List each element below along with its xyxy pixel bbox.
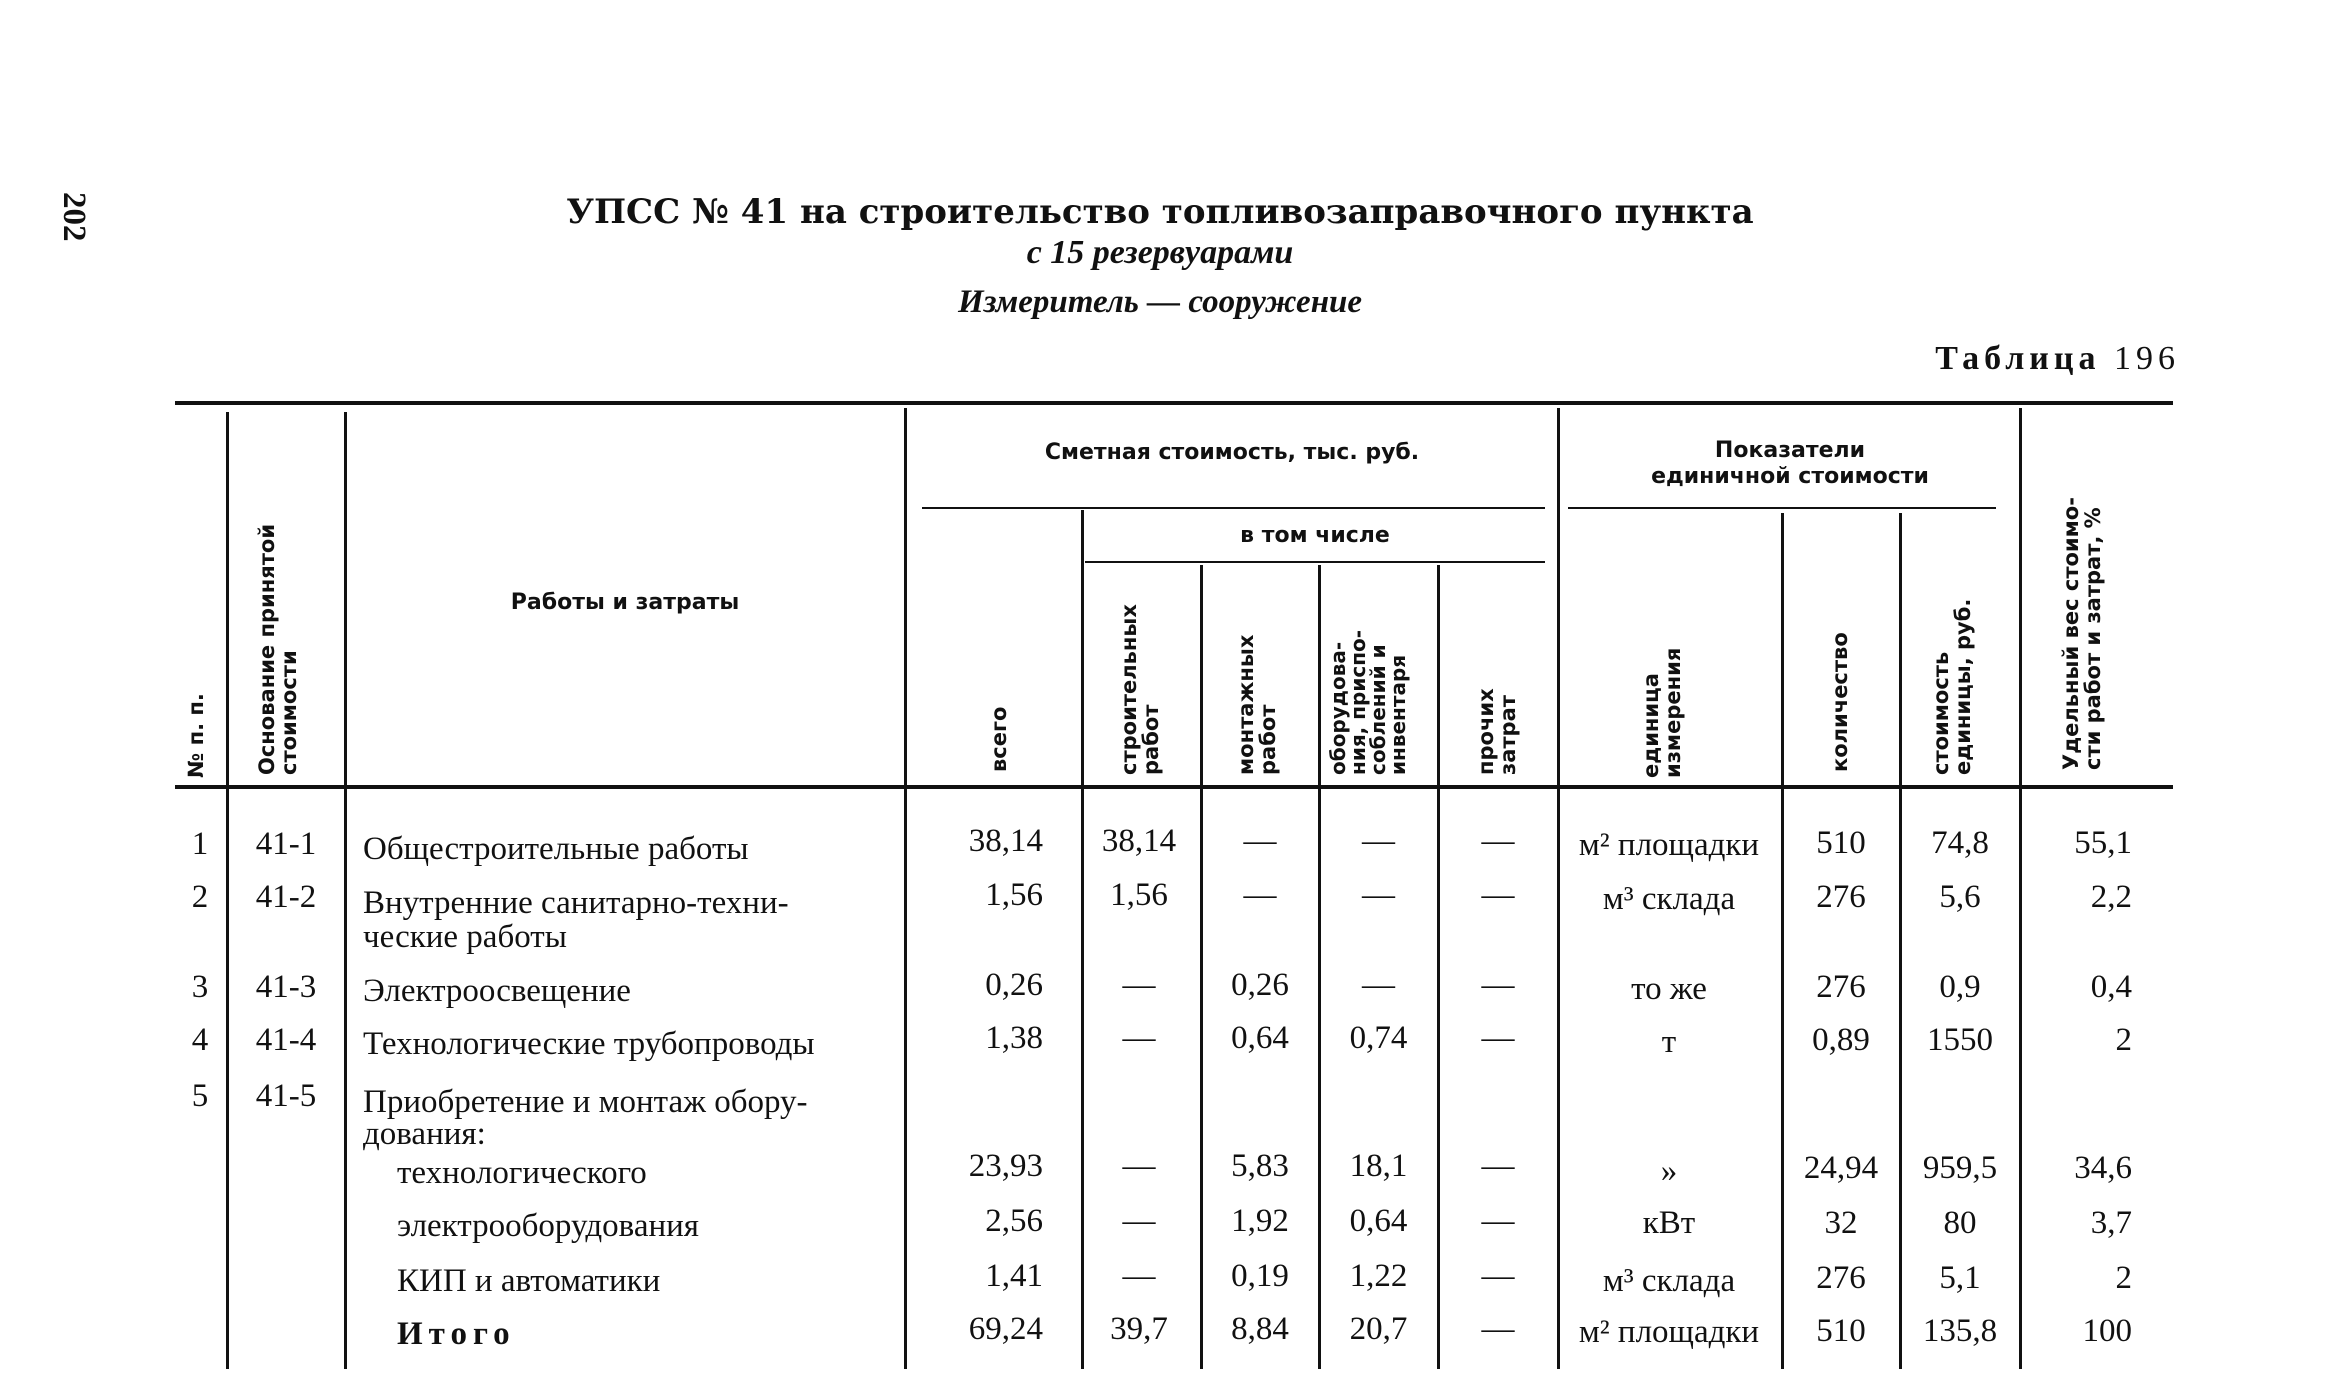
row-construction: — — [1122, 967, 1156, 1003]
row-mounting: 5,83 — [1231, 1148, 1289, 1184]
header-unit — [1640, 648, 1684, 778]
row-name-cont: ческие работы — [363, 919, 567, 955]
row-quantity: 0,89 — [1812, 1022, 1870, 1058]
incl-group-rule — [1085, 561, 1545, 563]
header-unit-cost-line1: стоимость — [1929, 651, 1953, 775]
header-equipment-line1: оборудова- — [1326, 641, 1350, 775]
row-mounting: 0,64 — [1231, 1020, 1289, 1056]
row-total: 2,56 — [985, 1203, 1043, 1239]
row-name: Общестроительные работы — [363, 831, 749, 867]
row-total: 0,26 — [985, 967, 1043, 1003]
col-divider — [344, 412, 347, 1369]
row-basis: 41-2 — [255, 879, 317, 915]
row-equipment: 1,22 — [1349, 1258, 1408, 1294]
col-divider — [226, 412, 229, 1369]
document-subtitle: с 15 резервуарами — [1026, 234, 1294, 271]
row-num: 5 — [191, 1078, 209, 1114]
header-share-line1: Удельный вес стоимо- — [2059, 497, 2083, 770]
header-unit-cost — [1930, 599, 1974, 775]
row-equipment: 20,7 — [1349, 1311, 1408, 1347]
row-num: 2 — [191, 879, 209, 915]
row-basis: 41-3 — [255, 969, 317, 1005]
header-share — [2060, 497, 2104, 770]
row-basis: 41-1 — [255, 826, 317, 862]
row-name: Технологические трубопроводы — [363, 1026, 815, 1062]
header-construction — [1118, 604, 1162, 775]
row-other: — — [1481, 1311, 1515, 1347]
row-mounting: 8,84 — [1231, 1311, 1289, 1347]
header-construction-line2: работ — [1139, 704, 1163, 775]
header-construction-line1: строительных — [1117, 604, 1141, 775]
row-construction: — — [1122, 1148, 1156, 1184]
row-other: — — [1481, 1148, 1515, 1184]
header-mounting-line2: работ — [1256, 704, 1280, 775]
header-unit-cost-line2: единицы, руб. — [1951, 598, 1975, 775]
row-mounting: 1,92 — [1231, 1203, 1289, 1239]
row-total: 38,14 — [968, 823, 1043, 859]
row-other: — — [1481, 877, 1515, 913]
row-unit-cost: 1550 — [1927, 1022, 1993, 1058]
row-unit-cost: 5,6 — [1939, 879, 1981, 915]
header-unit-indicators — [1565, 438, 2015, 490]
row-quantity: 276 — [1816, 1260, 1866, 1296]
row-share: 2 — [2115, 1260, 2132, 1296]
row-unit-cost: 959,5 — [1922, 1150, 1998, 1186]
header-total: всего — [987, 706, 1011, 772]
row-equipment: — — [1362, 823, 1395, 859]
row-share: 0,4 — [2090, 969, 2132, 1005]
header-incl: в том числе — [1240, 523, 1390, 548]
document-title: УПСС № 41 на строительство топливозаправочного пункта — [566, 192, 1754, 232]
row-quantity: 276 — [1816, 969, 1866, 1005]
indicators-group-rule — [1568, 507, 1996, 509]
row-share: 100 — [2082, 1313, 2132, 1349]
header-unit-line2: измерения — [1661, 647, 1685, 778]
row-unit: » — [1660, 1153, 1678, 1189]
row-unit: кВт — [1642, 1205, 1696, 1241]
header-equipment-line2: ния, приспо- — [1346, 629, 1370, 775]
row-quantity: 24,94 — [1803, 1150, 1879, 1186]
row-name: Внутренние санитарно-техни- — [363, 885, 789, 921]
row-equipment: — — [1362, 967, 1395, 1003]
header-unit-indicators-line2: единичной стоимости — [1651, 464, 1929, 489]
row-mounting: 0,19 — [1231, 1258, 1289, 1294]
header-equipment — [1328, 630, 1408, 775]
row-name: технологического — [397, 1155, 647, 1191]
row-mounting: — — [1243, 877, 1277, 913]
header-unit-line1: единица — [1639, 673, 1663, 778]
row-unit: то же — [1631, 971, 1707, 1007]
row-share: 2,2 — [2090, 879, 2132, 915]
row-unit-cost: 74,8 — [1931, 825, 1989, 861]
row-equipment: 18,1 — [1349, 1148, 1408, 1184]
row-other: — — [1481, 967, 1515, 1003]
row-unit: м² площадки — [1578, 1314, 1760, 1350]
table-label — [1935, 340, 2180, 378]
row-construction: — — [1122, 1258, 1156, 1294]
row-basis: 41-5 — [255, 1078, 317, 1114]
row-share: 34,6 — [2074, 1150, 2132, 1186]
row-name-total: Итого — [397, 1316, 516, 1352]
row-unit-cost: 80 — [1943, 1205, 1977, 1241]
row-total: 1,38 — [985, 1020, 1043, 1056]
row-quantity: 510 — [1816, 825, 1866, 861]
row-construction: — — [1122, 1203, 1156, 1239]
row-quantity: 276 — [1816, 879, 1866, 915]
row-other: — — [1481, 1258, 1515, 1294]
header-other-line2: затрат — [1496, 695, 1520, 775]
row-num: 1 — [191, 826, 209, 862]
row-unit: м² площадки — [1578, 827, 1760, 863]
row-other: — — [1481, 823, 1515, 859]
row-unit: т — [1661, 1024, 1677, 1060]
header-estimate: Сметная стоимость, тыс. руб. — [1044, 440, 1420, 465]
header-other-line1: прочих — [1474, 688, 1498, 775]
row-unit-cost: 135,8 — [1922, 1313, 1998, 1349]
row-unit-cost: 5,1 — [1939, 1260, 1981, 1296]
row-construction: 38,14 — [1101, 823, 1177, 859]
header-num: № п. п. — [184, 693, 208, 778]
header-other — [1475, 688, 1519, 775]
row-mounting: 0,26 — [1231, 967, 1289, 1003]
header-unit-indicators-line1: Показатели — [1714, 438, 1866, 463]
row-quantity: 32 — [1824, 1205, 1858, 1241]
row-mounting: — — [1243, 823, 1277, 859]
row-total: 1,56 — [985, 877, 1043, 913]
row-construction: — — [1122, 1020, 1156, 1056]
row-share: 55,1 — [2074, 825, 2132, 861]
header-quantity: количество — [1828, 632, 1852, 772]
row-name: Приобретение и монтаж обору- — [363, 1084, 808, 1120]
header-basis-line2: стоимости — [277, 650, 301, 775]
row-quantity: 510 — [1816, 1313, 1866, 1349]
row-basis: 41-4 — [255, 1022, 317, 1058]
row-unit: м³ склада — [1602, 881, 1736, 917]
row-unit-cost: 0,9 — [1939, 969, 1981, 1005]
estimate-group-rule — [922, 507, 1545, 509]
header-basis-line1: Основание принятой — [255, 523, 279, 775]
table-top-rule — [175, 401, 2173, 405]
row-num: 4 — [191, 1022, 209, 1058]
header-works: Работы и затраты — [510, 590, 740, 615]
header-basis — [256, 524, 300, 775]
page-number: 202 — [56, 192, 92, 242]
row-share: 2 — [2115, 1022, 2132, 1058]
row-name: КИП и автоматики — [397, 1263, 661, 1299]
row-name: Электроосвещение — [363, 973, 631, 1009]
row-total: 23,93 — [968, 1148, 1043, 1184]
row-num: 3 — [191, 969, 209, 1005]
row-other: — — [1481, 1020, 1515, 1056]
row-total: 1,41 — [985, 1258, 1043, 1294]
table-label-number: 196 — [2114, 340, 2180, 377]
row-construction: 1,56 — [1110, 877, 1168, 913]
row-other: — — [1481, 1203, 1515, 1239]
row-name: электрооборудования — [397, 1208, 699, 1244]
col-divider — [1081, 510, 1084, 1369]
row-total: 69,24 — [968, 1311, 1043, 1347]
header-equipment-line3: соблений и — [1366, 644, 1390, 775]
row-unit: м³ склада — [1602, 1263, 1736, 1299]
row-construction: 39,7 — [1110, 1311, 1168, 1347]
row-share: 3,7 — [2090, 1205, 2132, 1241]
header-mounting — [1235, 635, 1279, 775]
header-equipment-line4: инвентаря — [1386, 654, 1410, 775]
header-bottom-rule — [175, 785, 2173, 789]
header-mounting-line1: монтажных — [1234, 634, 1258, 775]
row-name-cont: дования: — [363, 1116, 486, 1152]
header-share-line2: сти работ и затрат, % — [2081, 507, 2105, 770]
row-equipment: — — [1362, 877, 1395, 913]
row-equipment: 0,64 — [1349, 1203, 1408, 1239]
measure-unit-caption: Измеритель — сооружение — [957, 284, 1363, 320]
row-equipment: 0,74 — [1349, 1020, 1408, 1056]
table-label-word: Таблица — [1935, 340, 2101, 377]
